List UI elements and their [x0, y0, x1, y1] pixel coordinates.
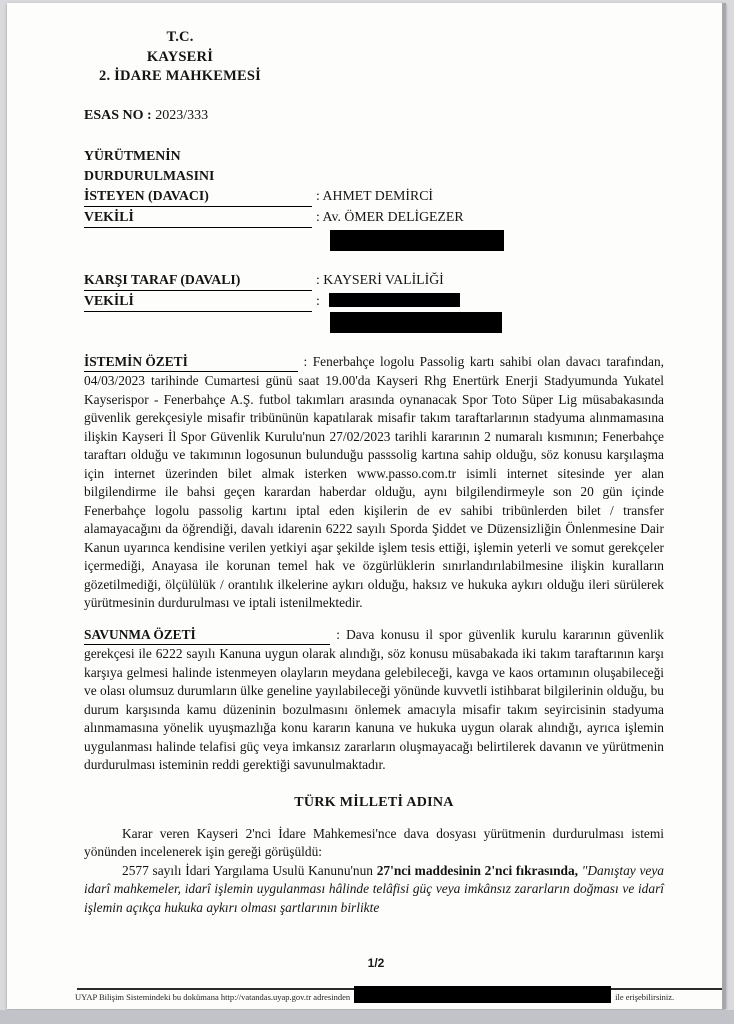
defense-summary-text: Dava konusu il spor güvenlik kurulu kararının güvenlik gerekçesi ile 6222 sayılı Kanuna uygun olarak alındığı, söz konusu müsabakada iki takım taraftarının karşı karşıya gelmesi halinde istenmeyen olayların meydana gelebileceği, kavga ve kaos ortamının oluşabileceği ve olası olumsuz durumların ülke geneline yayılabileceği yönünde kuvvetli istihbarat bilgilerinin olduğu, bu durum karşısında kamu düzeninin bozulmasını önlemek amacıyla misafir takım seyircisinin stadyuma alınmamasına yönelik uyuşmazlığa konu kararın kanuna ve hukuka uygun olarak alındığı, ayrıca işlemin uygulanması halinde telafisi güç veya imkansız zararların oluşmayacağı belirtilerek davanın ve yürütmenin durdurulması isteminin reddi gerektiği savunulmaktadır.	[84, 626, 664, 772]
claim-summary-text: Fenerbahçe logolu Passolig kartı sahibi olan davacı tarafından, 04/03/2023 tarihinde Cumartesi günü saat 19.00'da Kayseri Rhg Enertürk Enerji Stadyumunda Yukatel Kayserispor - Fenerbahçe A.Ş. futbol takımları arasında oynanacak Spor Toto Süper Lig müsabakasında güvenlik gerekçesiyle misafir tribününün kapatılarak misafir takım taraftarlarının stadyuma alınmamasına ilişkin Kayseri İl Spor Güvenlik Kurulu'nun 27/02/2023 tarihli kararının 2 numaralı kısmının; Fenerbahçe taraftarı olduğu ve takımının logosunun bulunduğu passsolig kartına sahip olduğu, söz konusu karşılaşma için internet üzerinden bilet almak isterken www.passo.com.tr isimli internet sitesinde yer alan bilgilendirme ile bahsi geçen karardan haberdar olduğu, aynı bilgilendirmeyle son 20 gün içinde Fenerbahçe logolu passolig kartını iptal eden kişilerin de ev sahibi tribünlerden bilet / transfer alamayacağını da öğrendiği, davalı idarenin 6222 sayılı Sporda Şiddet ve Düzensizliğin Önlenmesine Dair Kanun uyarınca kendisine verilen yetkiyi aşar şekilde işlem tesis ettiği, işlemin yeterli ve somut gerekçeler içermediği, Anayasa ile korunan temel hak ve özgürlüklerin sınırlandırılabilmesine ilişkin kuralların gözetilmediği, ölçülülük / orantılık ilkelerine aykırı olduğu, haksız ve hukuka aykırı olduğu ileri sürülerek yürütmesinin durdurulması ve iptali istenilmektedir.	[84, 353, 664, 610]
statute-quote-italic: "Danıştay veya idarî mahkemeler, idarî işlemin uygulanması hâlinde telâfisi güç veya imkânsız zararların doğması ve idarî işlemin açıkça hukuka aykırı olması şartlarının birlikte	[84, 862, 664, 915]
defendant-attorney-colon: :	[312, 291, 460, 311]
defendant-attorney-label: VEKİLİ	[84, 291, 312, 312]
case-number-row	[84, 108, 664, 124]
defendant-row	[84, 270, 664, 291]
case-number-value: 2023/333	[155, 107, 209, 123]
document-page	[7, 3, 726, 1009]
defense-summary-paragraph	[84, 626, 664, 775]
redaction-box-defendant-attorney-name	[329, 293, 460, 307]
footer-text-row	[63, 990, 725, 1003]
defendant-label: KARŞI TARAF (DAVALI)	[84, 270, 312, 291]
defendant-value: : KAYSERİ VALİLİĞİ	[316, 271, 444, 287]
spacer	[84, 251, 664, 270]
redaction-box-verification-code	[354, 986, 611, 1003]
case-number-label: ESAS NO :	[84, 107, 152, 123]
plaintiff-value: : AHMET DEMİRCİ	[316, 187, 434, 203]
page-number: 1/2	[367, 956, 385, 970]
court-name: 2. İDARE MAHKEMESİ	[99, 68, 261, 84]
statute-text-normal: 2577 sayılı İdari Yargılama Usulü Kanunu'nun	[122, 862, 377, 878]
defense-summary-colon: :	[330, 626, 347, 642]
defendant-attorney-row	[84, 291, 664, 312]
claim-summary-paragraph	[84, 353, 664, 613]
footer-left-text: UYAP Bilişim Sistemindeki bu dokümana http://vatandas.uyap.gov.tr adresinden	[75, 992, 351, 1002]
decision-intro-paragraph: Karar veren Kayseri 2'nci İdare Mahkemesi'nce dava dosyası yürütmenin durdurulması istemi yönünden incelenerek işin gereği görüşüldü:	[84, 825, 664, 859]
defense-summary-label: SAVUNMA ÖZETİ	[84, 626, 330, 646]
statute-text-bold: 27'nci maddesinin 2'nci fıkrasında,	[376, 862, 582, 878]
plaintiff-attorney-row	[84, 207, 664, 228]
plaintiff-attorney-value: : Av. ÖMER DELİGEZER	[316, 208, 464, 224]
statute-paragraph	[84, 862, 664, 918]
court-header	[84, 28, 276, 87]
redaction-box-defendant-attorney-address	[330, 312, 502, 333]
scan-bottom-band	[0, 1010, 734, 1024]
republic-abbrev: T.C.	[166, 29, 194, 45]
plaintiff-row	[84, 186, 664, 207]
parties-block	[84, 146, 664, 333]
in-the-name-of-turkish-nation-heading: TÜRK MİLLETİ ADINA	[294, 794, 454, 810]
request-type-row	[84, 146, 664, 186]
claim-summary-label: İSTEMİN ÖZETİ	[84, 353, 298, 373]
request-type-label: YÜRÜTMENİN DURDURULMASINI	[84, 147, 215, 183]
redaction-box-plaintiff-attorney-address	[330, 230, 504, 251]
claim-summary-colon: :	[298, 353, 313, 369]
footer-right-text: ile erişebilirsiniz.	[615, 992, 675, 1002]
uyap-footer	[63, 988, 725, 1003]
plaintiff-attorney-label: VEKİLİ	[84, 207, 312, 228]
plaintiff-label: İSTEYEN (DAVACI)	[84, 186, 312, 207]
court-city: KAYSERİ	[146, 48, 214, 65]
